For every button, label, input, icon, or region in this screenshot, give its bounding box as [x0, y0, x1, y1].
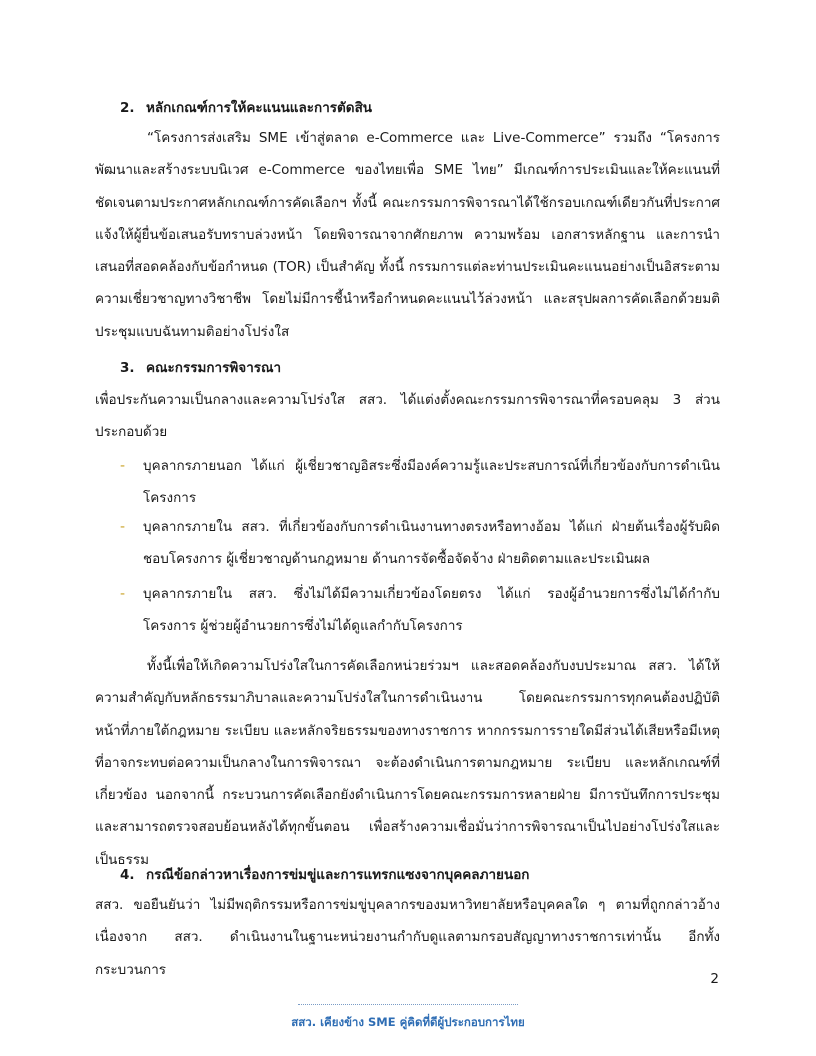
list-item [120, 579, 720, 642]
list-item-text: บุคลากรภายนอก ได้แก่ ผู้เชี่ยวชาญอิสระซึ่งมีองค์ความรู้และประสบการณ์ที่เกี่ยวข้องกับการดำเนินโครงการ [143, 458, 720, 506]
section-3-number: 3. [120, 360, 135, 376]
section-2-number: 2. [120, 100, 135, 116]
section-3-intro: เพื่อประกันความเป็นกลางและความโปร่งใส สสว. ได้แต่งตั้งคณะกรรมการพิจารณาที่ครอบคลุม 3 ส่วน ประกอบด้วย [95, 392, 720, 441]
section-2-heading [120, 98, 372, 118]
bullet-dash-icon: - [120, 519, 126, 535]
list-item-text: บุคลากรภายใน สสว. ซึ่งไม่ได้มีความเกี่ยวข้องโดยตรง ได้แก่ รองผู้อำนวยการซึ่งไม่ได้กำกับโครงการ ผู้ช่วยผู้อำนวยการซึ่งไม่ได้ดูแลกำกับโครงการ [143, 586, 720, 634]
bullet-dash-icon: - [120, 458, 126, 474]
section-3-closing: ทั้งนี้เพื่อให้เกิดความโปร่งใสในการคัดเลือกหน่วยร่วมฯ และสอดคล้องกับงบประมาณ สสว. ได้ให้ความสำคัญกับหลักธรรมาภิบาลและความโปร่งใสในการดำเนินงาน โดยคณะกรรมการทุกคนต้องปฏิบัติหน้าที่ภายใต้กฎหมาย ระเบียบ และหลักจริยธรรมของทางราชการ หากกรรมการรายใดมีส่วนได้เสียหรือมีเหตุที่อาจกระทบต่อความเป็นกลางในการพิจารณา จะต้องดำเนินการตามกฎหมาย ระเบียบ และหลักเกณฑ์ที่เกี่ยวข้อง นอกจากนี้ กระบวนการคัดเลือกยังดำเนินการโดยคณะกรรมการหลายฝ่าย มีการบันทึกการประชุม และสามารถตรวจสอบย้อนหลังได้ทุกขั้นตอน เพื่อสร้างความเชื่อมั่นว่าการพิจารณาเป็นไปอย่างโปร่งใสและเป็นธรรม [95, 658, 720, 868]
footer-slogan: สสว. เคียงข้าง SME คู่คิดที่ดีผู้ประกอบการไทย [291, 1015, 525, 1029]
list-item [120, 451, 720, 514]
page-number: 2 [710, 971, 719, 987]
section-2-title: หลักเกณฑ์การให้คะแนนและการตัดสิน [146, 100, 373, 116]
section-4-number: 4. [120, 867, 135, 883]
section-3-heading [120, 358, 281, 378]
list-item [120, 512, 720, 575]
section-3-title: คณะกรรมการพิจารณา [146, 360, 282, 376]
bullet-dash-icon: - [120, 586, 126, 602]
section-2-body: “โครงการส่งเสริม SME เข้าสู่ตลาด e-Commerce และ Live-Commerce” รวมถึง “โครงการพัฒนาและสร้างระบบนิเวศ e-Commerce ของไทยเพื่อ SME ไทย” มีเกณฑ์การประเมินและให้คะแนนที่ชัดเจนตามประกาศหลักเกณฑ์การคัดเลือกฯ ทั้งนี้ คณะกรรมการพิจารณาได้ใช้กรอบเกณฑ์เดียวกันที่ประกาศแจ้งให้ผู้ยื่นข้อเสนอรับทราบล่วงหน้า โดยพิจารณาจากศักยภาพ ความพร้อม เอกสารหลักฐาน และการนำเสนอที่สอดคล้องกับข้อกำหนด (TOR) เป็นสำคัญ ทั้งนี้ กรรมการแต่ละท่านประเมินคะแนนอย่างเป็นอิสระตามความเชี่ยวชาญทางวิชาชีพ โดยไม่มีการชี้นำหรือกำหนดคะแนนไว้ล่วงหน้า และสรุปผลการคัดเลือกด้วยมติประชุมแบบฉันทามติอย่างโปร่งใส [95, 130, 720, 340]
section-4-title: กรณีข้อกล่าวหาเรื่องการข่มขู่และการแทรกแซงจากบุคคลภายนอก [146, 867, 530, 883]
footer-divider [298, 1004, 518, 1005]
list-item-text: บุคลากรภายใน สสว. ที่เกี่ยวข้องกับการดำเนินงานทางตรงหรือทางอ้อม ได้แก่ ฝ่ายต้นเรื่องผู้รับผิดชอบโครงการ ผู้เชี่ยวชาญด้านกฎหมาย ด้านการจัดซื้อจัดจ้าง ฝ่ายติดตามและประเมินผล [143, 519, 720, 567]
section-4-heading [120, 865, 529, 885]
section-4-body: สสว. ขอยืนยันว่า ไม่มีพฤติกรรมหรือการข่มขู่บุคลากรของมหาวิทยาลัยหรือบุคคลใด ๆ ตามที่ถูกกล่าวอ้าง เนื่องจาก สสว. ดำเนินงานในฐานะหน่วยงานกำกับดูแลตามกรอบสัญญาทางราชการเท่านั้น อีกทั้งกระบวนการ [95, 897, 720, 978]
